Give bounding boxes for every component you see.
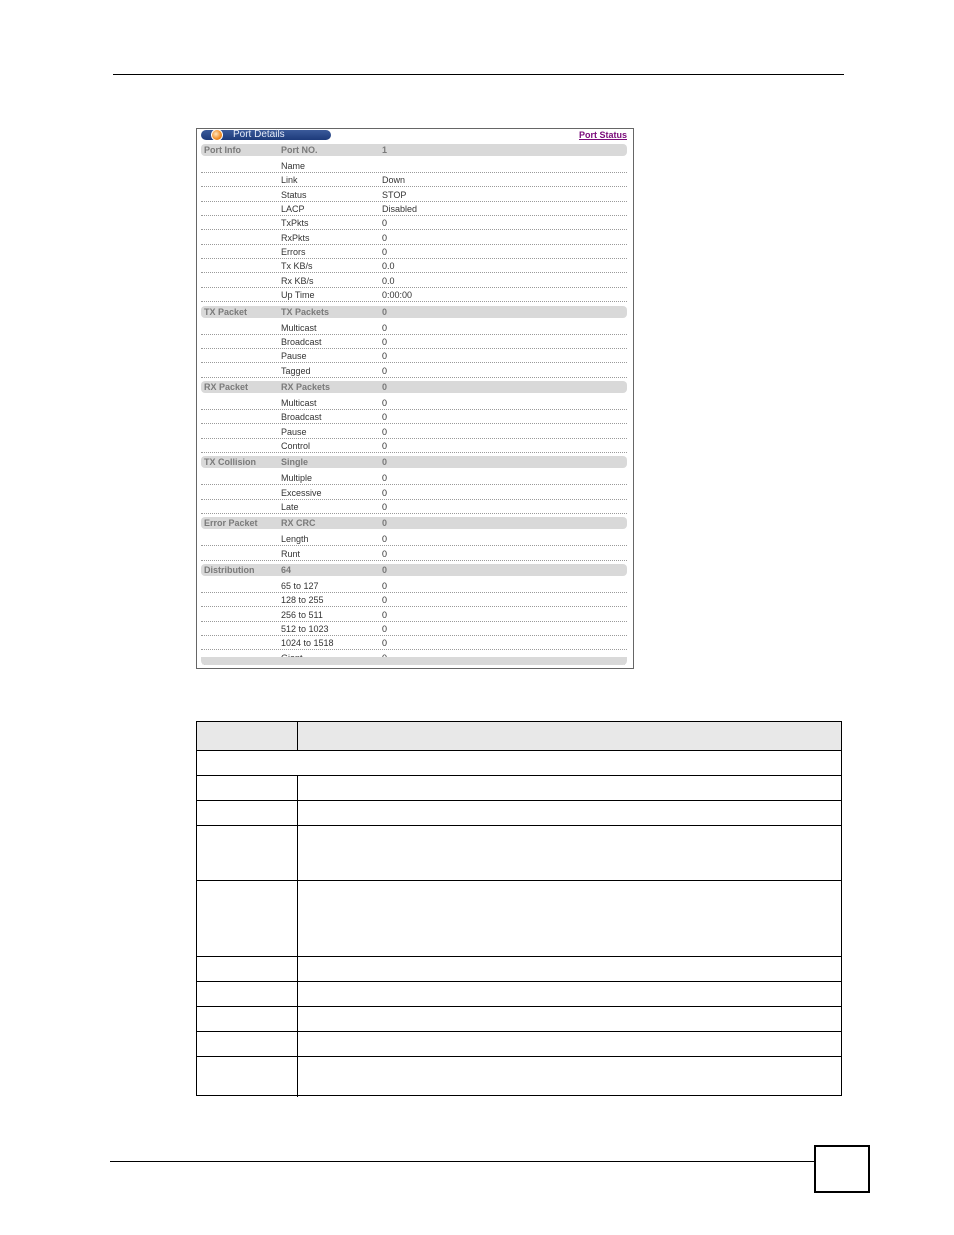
section-row: [201, 306, 627, 318]
field-value: 0: [382, 548, 388, 559]
table-row: [201, 609, 627, 622]
field-label: 128 to 255: [281, 595, 324, 606]
table-row: [201, 336, 627, 349]
port-details-title-bar: [201, 130, 331, 140]
field-value: 0:00:00: [382, 290, 413, 301]
field-value: STOP: [382, 189, 407, 200]
section-row: [201, 564, 627, 576]
port-status-link[interactable]: Port Status: [578, 130, 627, 140]
table-row: [201, 232, 627, 245]
field-value: 0: [382, 502, 388, 512]
field-label: RxPkts: [281, 232, 310, 243]
table-row-divider: [197, 1006, 841, 1007]
table-column-divider: [297, 775, 298, 1097]
table-row: [201, 350, 627, 363]
table-header-row: [197, 722, 841, 751]
table-row-divider: [197, 956, 841, 957]
table-row: [201, 260, 627, 273]
orange-bullet-icon: [211, 129, 223, 141]
table-row: [201, 637, 627, 650]
field-label: Broadcast: [281, 336, 322, 347]
section-row: [201, 456, 627, 468]
field-value: 0: [382, 426, 388, 437]
header-rule: [113, 74, 844, 75]
table-row: [201, 623, 627, 636]
field-label: Tx KB/s: [281, 261, 313, 272]
table-row: [201, 174, 627, 187]
field-label: 512 to 1023: [281, 624, 329, 635]
table-column-divider: [297, 722, 298, 750]
field-label: Excessive: [281, 487, 322, 498]
field-value: 0: [382, 581, 388, 592]
port-details-table: [201, 143, 627, 665]
field-value: 0: [382, 473, 388, 484]
table-row: [201, 533, 627, 546]
footer-rule: [110, 1161, 815, 1162]
field-label: RX CRC: [281, 518, 316, 529]
table-row: [201, 411, 627, 424]
field-value: 0: [382, 247, 388, 258]
field-description-table: [196, 721, 842, 1096]
field-value: 0: [382, 440, 388, 451]
field-value: 0: [382, 534, 388, 545]
field-label: Rx KB/s: [281, 275, 314, 286]
field-value: 0: [382, 624, 388, 635]
field-label: 1024 to 1518: [281, 638, 334, 649]
field-label: Single: [281, 457, 309, 468]
field-value: 0: [382, 638, 388, 649]
field-value: 1: [382, 145, 388, 155]
table-footer-bar: [201, 657, 627, 665]
field-label: Tagged: [281, 365, 311, 376]
table-row: [201, 594, 627, 607]
field-label: TX Packets: [281, 306, 330, 317]
table-row: [201, 397, 627, 410]
table-row-divider: [197, 1031, 841, 1032]
field-label: Multicast: [281, 397, 317, 408]
table-row: [201, 472, 627, 485]
table-row: [201, 322, 627, 335]
table-row-divider: [197, 775, 841, 776]
section-label: TX Collision: [204, 457, 257, 468]
table-row: [201, 160, 627, 173]
page-number-box: [814, 1145, 870, 1193]
table-row-divider: [197, 825, 841, 826]
field-value: 0: [382, 457, 388, 468]
table-row: [201, 365, 627, 378]
field-label: Name: [281, 161, 306, 171]
field-value: 0: [382, 322, 388, 333]
field-value: Disabled: [382, 204, 418, 215]
field-label: Late: [281, 502, 299, 512]
field-value: 0: [382, 412, 388, 423]
field-value: 0: [382, 381, 388, 392]
field-label: LACP: [281, 204, 305, 215]
table-row: [201, 440, 627, 453]
field-value: 0: [382, 565, 388, 576]
table-row-divider: [197, 880, 841, 881]
field-value: 0: [382, 365, 388, 376]
field-label: Status: [281, 189, 307, 200]
field-value: 0: [382, 351, 388, 362]
table-row: [201, 189, 627, 202]
section-label: Distribution: [204, 565, 255, 576]
field-label: Port NO.: [281, 145, 318, 155]
field-label: TxPkts: [281, 218, 309, 229]
section-label: Port Info: [204, 145, 241, 155]
field-label: Link: [281, 175, 298, 186]
port-details-panel: [196, 128, 634, 669]
field-label: 65 to 127: [281, 581, 319, 592]
table-row: [201, 203, 627, 216]
table-row: [201, 501, 627, 514]
section-row: [201, 517, 627, 529]
field-value: 0: [382, 306, 388, 317]
field-value: 0: [382, 218, 388, 229]
table-row: [201, 487, 627, 500]
field-label: Control: [281, 440, 311, 451]
table-row: [201, 275, 627, 288]
field-value: 0: [382, 609, 388, 620]
field-label: Multiple: [281, 473, 313, 484]
table-row: [201, 548, 627, 561]
panel-title: Port Details: [233, 129, 285, 140]
field-label: Pause: [281, 426, 307, 437]
field-label: 256 to 511: [281, 609, 323, 620]
field-label: Runt: [281, 548, 301, 559]
field-label: Up Time: [281, 290, 315, 301]
field-value: 0: [382, 595, 388, 606]
field-value: 0.0: [382, 275, 395, 286]
field-value: 0: [382, 397, 388, 408]
field-value: 0: [382, 232, 388, 243]
field-label: RX Packets: [281, 381, 331, 392]
section-label: Error Packet: [204, 518, 258, 529]
section-label: RX Packet: [204, 381, 249, 392]
table-row-divider: [197, 981, 841, 982]
field-label: Pause: [281, 351, 307, 362]
table-row-divider: [197, 1056, 841, 1057]
field-label: Length: [281, 534, 309, 545]
field-label: Broadcast: [281, 412, 322, 423]
field-label: 64: [281, 565, 292, 576]
field-label: Errors: [281, 247, 306, 258]
field-value: 0: [382, 336, 388, 347]
table-row: [201, 289, 627, 302]
table-row: [201, 246, 627, 259]
table-row: [201, 217, 627, 230]
table-row-divider: [197, 800, 841, 801]
field-value: 0.0: [382, 261, 395, 272]
section-label: TX Packet: [204, 306, 248, 317]
field-value: 0: [382, 518, 388, 529]
section-row: [201, 381, 627, 393]
table-row: [201, 580, 627, 593]
section-row: [201, 144, 627, 156]
field-value: 0: [382, 487, 388, 498]
field-value: Down: [382, 175, 406, 186]
field-label: Multicast: [281, 322, 317, 333]
table-row: [201, 426, 627, 439]
